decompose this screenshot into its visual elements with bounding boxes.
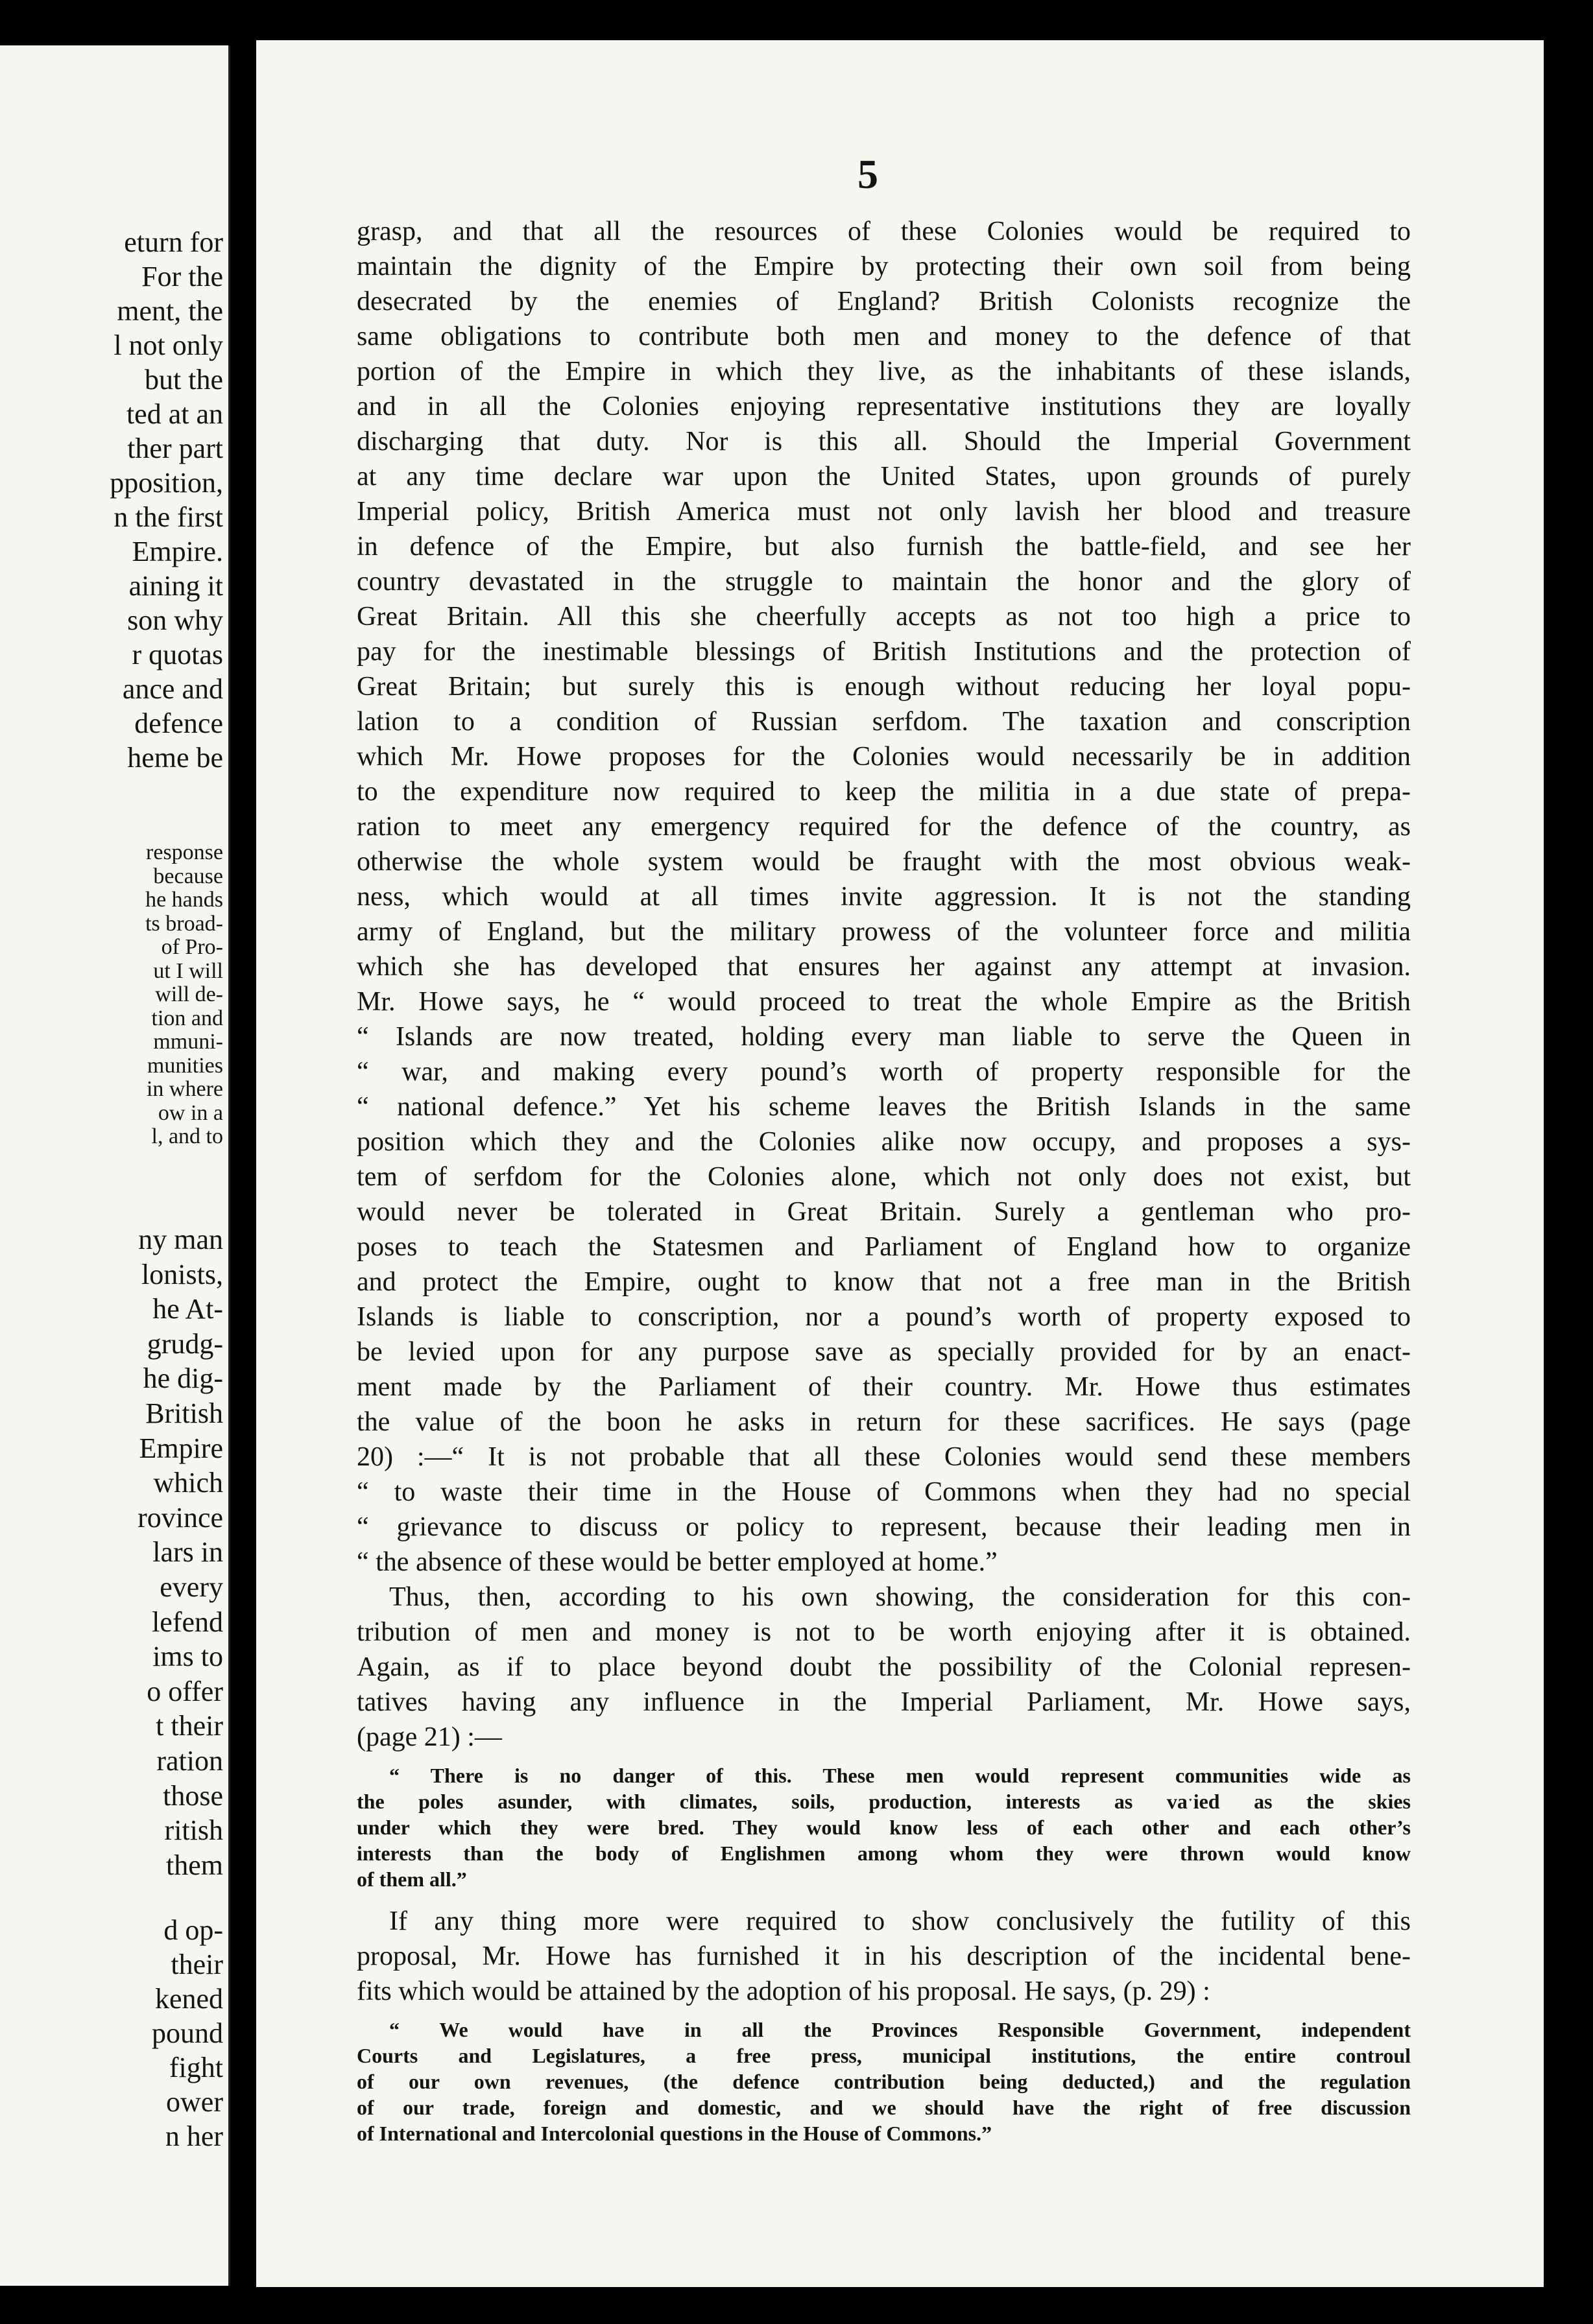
left-page-line: he hands [145,888,223,912]
paragraph-1-line: 20) :—“ It is not probable that all these Colonies would send these members [357,1442,1411,1472]
paragraph-1-line: portion of the Empire in which they live, as the inhabitants of these islands, [357,357,1411,386]
left-page-line: n the first [114,501,223,533]
left-page-line: ment, the [117,295,223,327]
paragraph-3-line: If any thing more were required to show conclusively the futility of this [389,1906,1411,1936]
left-page-line: kened [154,1983,223,2015]
paragraph-1-line: position which they and the Colonies alike now occupy, and proposes a sys- [357,1127,1411,1157]
left-page-line: tion and [151,1006,223,1030]
paragraph-3-line: fits which would be attained by the adoption of his proposal. He says, (p. 29) : [357,1976,1210,2006]
left-page-line: r quotas [132,639,223,670]
left-page-line: them [166,1849,223,1881]
paragraph-1-line: in defence of the Empire, but also furnish the battle-field, and see her [357,532,1411,562]
paragraph-1-line: tem of serfdom for the Colonies alone, which not only does not exist, but [357,1162,1411,1192]
left-page-line: defence [134,707,223,739]
paragraph-1-line: otherwise the whole system would be fraught with the most obvious weak- [357,847,1411,877]
paragraph-1-line: grasp, and that all the resources of these Colonies would be required to [357,217,1411,246]
left-page-line: d op- [163,1914,223,1946]
left-page-line: response [146,840,223,864]
paragraph-1 [357,214,1411,1580]
paragraph-2-line: Again, as if to place beyond doubt the possibility of the Colonial represen- [357,1652,1411,1682]
paragraph-1-line: Mr. Howe says, he “ would proceed to treat the whole Empire as the British [357,987,1411,1017]
paragraph-1-line: and protect the Empire, ought to know that not a free man in the British [357,1267,1411,1297]
quote-1-line: interests than the body of Englishmen among whom they were thrown would know [357,1842,1411,1865]
quote-1-line: the poles asunder, with climates, soils, production, interests as vaˑied as the skies [357,1790,1411,1813]
paragraph-1-line: and in all the Colonies enjoying representative institutions they are loyally [357,392,1411,421]
paragraph-2 [357,1580,1411,1755]
left-page-line: For the [141,261,223,292]
left-page-line: lars in [152,1536,223,1569]
left-page-line: munities [147,1053,223,1078]
paragraph-1-line: which she has developed that ensures her against any attempt at invasion. [357,952,1411,982]
left-page-fragment [0,45,230,2286]
paragraph-2-line: (page 21) :— [357,1722,502,1752]
quote-1-line: of them all.” [357,1868,467,1891]
left-page-line: their [171,1949,223,1980]
paragraph-1-line: Imperial policy, British America must not only lavish her blood and treasure [357,497,1411,527]
left-page-line: but the [145,364,223,396]
paragraph-1-line: “ to waste their time in the House of Commons when they had no special [357,1477,1411,1507]
left-page-line: l not only [114,329,223,361]
quote-2-line: Courts and Legislatures, a free press, municipal institutions, the entire controul [357,2044,1411,2067]
body-text [357,214,1411,2158]
paragraph-1-line: pay for the inestimable blessings of British Institutions and the protection of [357,637,1411,667]
left-page-line: British [145,1397,223,1429]
paragraph-1-line: same obligations to contribute both men and money to the defence of that [357,322,1411,351]
paragraph-1-line: “ grievance to discuss or policy to represent, because their leading men in [357,1512,1411,1542]
paragraph-1-line: lation to a condition of Russian serfdom. The taxation and conscription [357,707,1411,737]
left-page-line: aining it [128,570,223,602]
left-page-line: pposition, [110,467,223,499]
quote-1-line: under which they were bred. They would know less of each other and each other’s [357,1816,1411,1839]
document-page [256,40,1544,2287]
left-page-line: ts broad- [145,911,223,936]
left-page-line: l, and to [151,1124,223,1148]
paragraph-1-line: Great Britain; but surely this is enough without reducing her loyal popu- [357,672,1411,702]
left-page-line: ow in a [158,1100,223,1125]
left-page-line: heme be [127,742,223,774]
block-quote-2 [357,2017,1411,2146]
left-page-line: ritish [164,1814,223,1847]
left-page-line: of Pro- [161,935,223,959]
left-page-line: pound [152,2017,223,2049]
left-page-line: lefend [152,1606,223,1638]
paragraph-1-line: country devastated in the struggle to maintain the honor and the glory of [357,567,1411,597]
left-page-line: in where [146,1077,223,1101]
left-page-line: grudg- [147,1327,223,1360]
left-page-line: which [153,1467,223,1499]
paragraph-1-line: “ war, and making every pound’s worth of property responsible for the [357,1057,1411,1087]
paragraph-1-line: be levied upon for any purpose save as specially provided for by an enact- [357,1337,1411,1367]
paragraph-2-line: Thus, then, according to his own showing, the consideration for this con- [389,1582,1411,1612]
paragraph-1-line: ration to meet any emergency required for the defence of the country, as [357,812,1411,842]
paragraph-1-line: “ the absence of these would be better employed at home.” [357,1547,998,1577]
paragraph-1-line: discharging that duty. Nor is this all. Should the Imperial Government [357,427,1411,456]
left-page-line: ther part [127,433,223,464]
paragraph-3-line: proposal, Mr. Howe has furnished it in his description of the incidental bene- [357,1941,1411,1971]
paragraph-1-line: which Mr. Howe proposes for the Colonies would necessarily be in addition [357,742,1411,772]
left-page-line: ance and [122,673,223,705]
paragraph-1-line: the value of the boon he asks in return for these sacrifices. He says (page [357,1407,1411,1437]
paragraph-1-line: desecrated by the enemies of England? British Colonists recognize the [357,287,1411,316]
left-page-line: son why [127,604,223,636]
left-page-line: o offer [147,1675,223,1707]
left-page-line: t their [156,1710,223,1742]
paragraph-2-line: tatives having any influence in the Imperial Parliament, Mr. Howe says, [357,1687,1411,1717]
quote-2-line: of International and Intercolonial questions in the House of Commons.” [357,2122,992,2145]
left-page-line: eturn for [124,226,223,258]
left-page-line: n her [165,2120,223,2152]
left-page-line: because [153,864,223,888]
left-page-line: those [163,1779,223,1812]
left-page-line: ower [166,2086,223,2118]
left-page-line: he At- [152,1293,223,1325]
quote-2-line: of our own revenues, (the defence contribution being deducted,) and the regulation [357,2070,1411,2093]
left-page-line: ration [156,1745,223,1777]
left-page-line: rovince [138,1501,223,1534]
paragraph-1-line: “ Islands are now treated, holding every man liable to serve the Queen in [357,1022,1411,1052]
paragraph-1-line: Great Britain. All this she cheerfully accepts as not too high a price to [357,602,1411,632]
left-page-line: he dig- [143,1362,223,1395]
paragraph-2-line: tribution of men and money is not to be worth enjoying after it is obtained. [357,1617,1411,1647]
left-page-line: Empire. [132,536,223,567]
left-page-line: will de- [155,982,223,1006]
quote-1-line: “ There is no danger of this. These men would represent communities wide as [389,1764,1411,1787]
paragraph-1-line: army of England, but the military prowess of the volunteer force and militia [357,917,1411,947]
quote-2-line: of our trade, foreign and domestic, and we should have the right of free discussion [357,2096,1411,2119]
left-page-line: ut I will [153,958,223,983]
left-page-line: Empire [139,1432,223,1464]
paragraph-1-line: ment made by the Parliament of their country. Mr. Howe thus estimates [357,1372,1411,1402]
paragraph-3 [357,1904,1411,2009]
paragraph-1-line: to the expenditure now required to keep the militia in a due state of prepa- [357,777,1411,807]
paragraph-1-line: at any time declare war upon the United States, upon grounds of purely [357,462,1411,492]
left-page-line: ted at an [126,398,223,430]
left-page-line: every [160,1571,223,1603]
block-quote-1 [357,1762,1411,1892]
quote-2-line: “ We would have in all the Provinces Responsible Government, independent [389,2018,1411,2041]
left-page-line: ims to [152,1641,223,1673]
left-page-line: ny man [138,1224,223,1255]
page-number: 5 [857,151,878,197]
paragraph-1-line: poses to teach the Statesmen and Parliament of England how to organize [357,1232,1411,1262]
paragraph-1-line: would never be tolerated in Great Britain. Surely a gentleman who pro- [357,1197,1411,1227]
paragraph-1-line: maintain the dignity of the Empire by protecting their own soil from being [357,252,1411,281]
paragraph-1-line: “ national defence.” Yet his scheme leaves the British Islands in the same [357,1092,1411,1122]
paragraph-1-line: Islands is liable to conscription, nor a pound’s worth of property exposed to [357,1302,1411,1332]
paragraph-1-line: ness, which would at all times invite aggression. It is not the standing [357,882,1411,912]
left-page-line: fight [169,2052,223,2083]
left-page-line: mmuni- [153,1030,223,1054]
left-page-line: lonists, [141,1258,223,1290]
